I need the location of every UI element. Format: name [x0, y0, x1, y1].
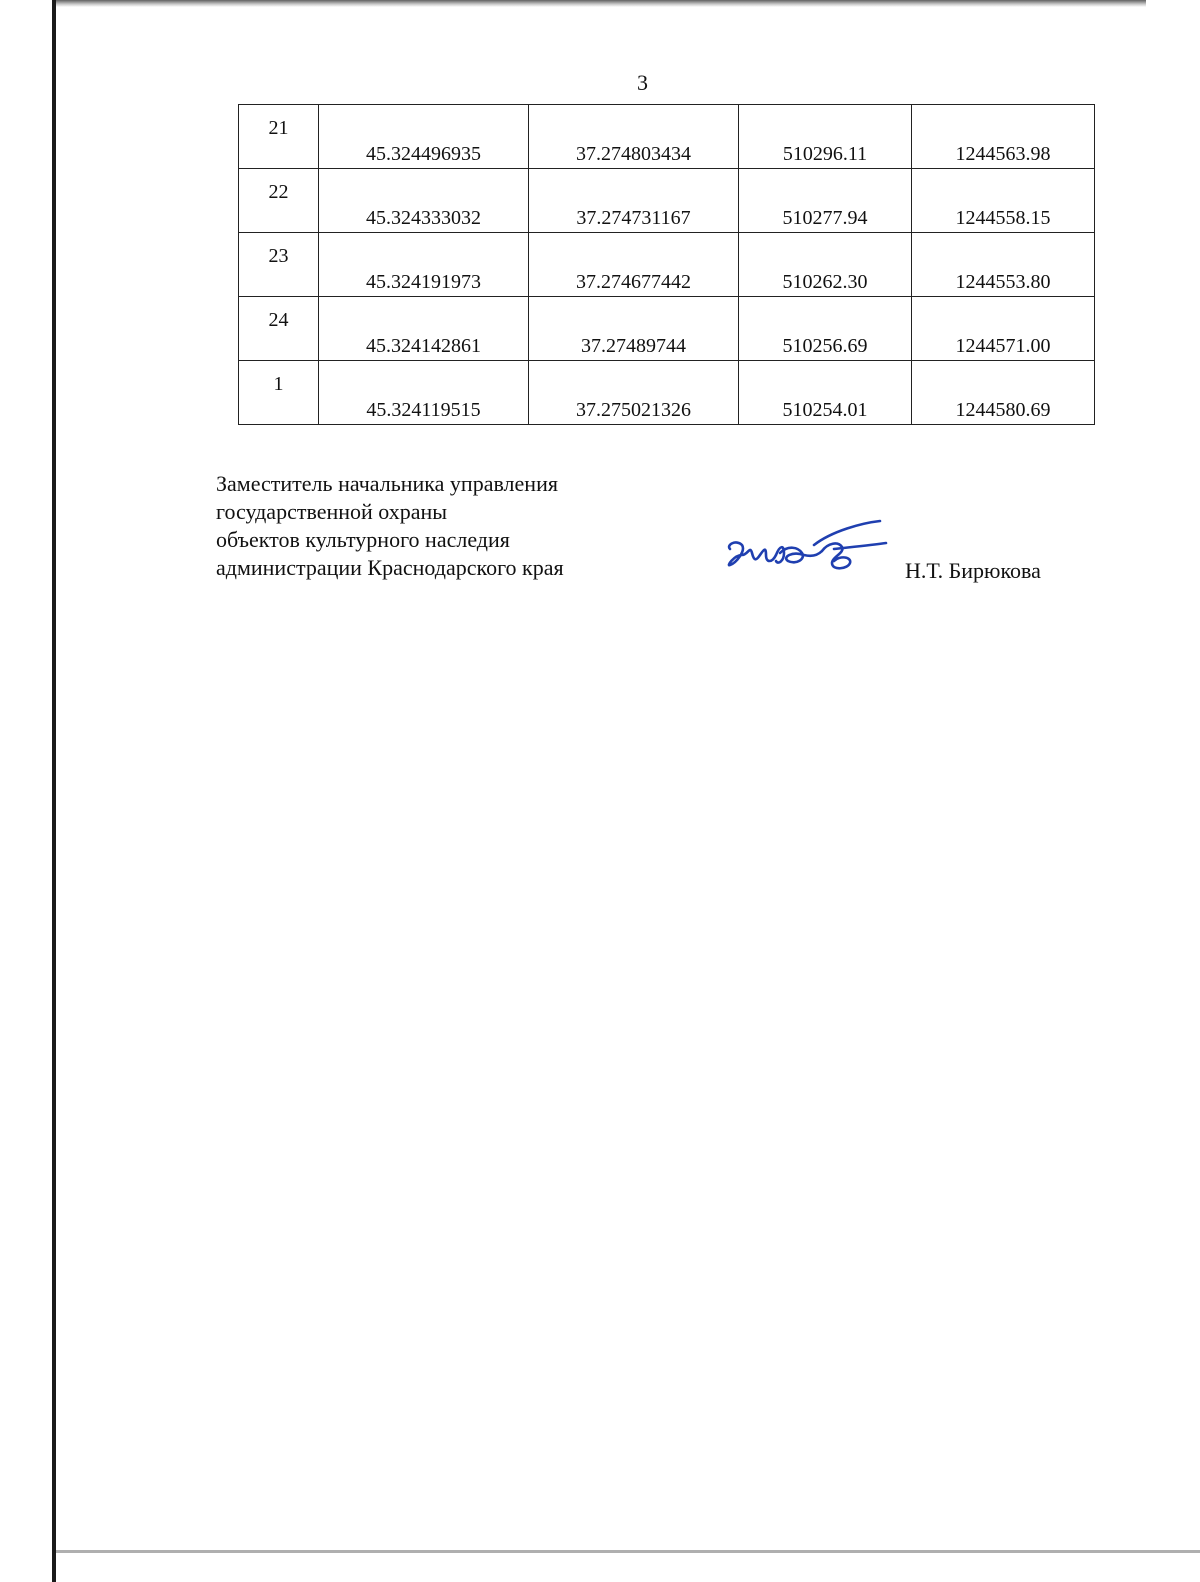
y-coordinate-cell: 1244571.00: [912, 297, 1095, 361]
position-line: Заместитель начальника управления: [216, 471, 558, 496]
latitude-cell: 45.324496935: [319, 105, 529, 169]
x-coordinate-cell: 510254.01: [739, 361, 912, 425]
position-line: объектов культурного наследия: [216, 527, 510, 552]
scan-top-border: [56, 0, 1146, 7]
table-row: [239, 361, 1095, 425]
latitude-cell: 45.324142861: [319, 297, 529, 361]
longitude-cell: 37.275021326: [529, 361, 739, 425]
x-coordinate-cell: 510277.94: [739, 169, 912, 233]
y-coordinate-cell: 1244580.69: [912, 361, 1095, 425]
x-coordinate-cell: 510256.69: [739, 297, 912, 361]
signatory-position: [216, 470, 564, 582]
handwritten-signature: [722, 515, 888, 585]
latitude-cell: 45.324119515: [319, 361, 529, 425]
y-coordinate-cell: 1244558.15: [912, 169, 1095, 233]
table-row: [239, 297, 1095, 361]
table-row: [239, 233, 1095, 297]
y-coordinate-cell: 1244553.80: [912, 233, 1095, 297]
signature-stroke: [814, 521, 880, 545]
longitude-cell: 37.274803434: [529, 105, 739, 169]
point-number-cell: 21: [239, 105, 319, 169]
signature-stroke: [729, 542, 784, 565]
position-line: администрации Краснодарского края: [216, 555, 564, 580]
coordinates-table: [238, 104, 1095, 425]
scan-left-border: [52, 0, 56, 1582]
point-number-cell: 22: [239, 169, 319, 233]
table-row: [239, 105, 1095, 169]
x-coordinate-cell: 510296.11: [739, 105, 912, 169]
table-row: [239, 169, 1095, 233]
longitude-cell: 37.27489744: [529, 297, 739, 361]
signature-stroke: [780, 548, 822, 563]
point-number-cell: 24: [239, 297, 319, 361]
signer-name: Н.Т. Бирюкова: [905, 558, 1041, 583]
position-line: государственной охраны: [216, 499, 448, 524]
latitude-cell: 45.324191973: [319, 233, 529, 297]
point-number-cell: 23: [239, 233, 319, 297]
latitude-cell: 45.324333032: [319, 169, 529, 233]
longitude-cell: 37.274677442: [529, 233, 739, 297]
point-number-cell: 1: [239, 361, 319, 425]
longitude-cell: 37.274731167: [529, 169, 739, 233]
y-coordinate-cell: 1244563.98: [912, 105, 1095, 169]
x-coordinate-cell: 510262.30: [739, 233, 912, 297]
page-number: 3: [637, 70, 648, 95]
